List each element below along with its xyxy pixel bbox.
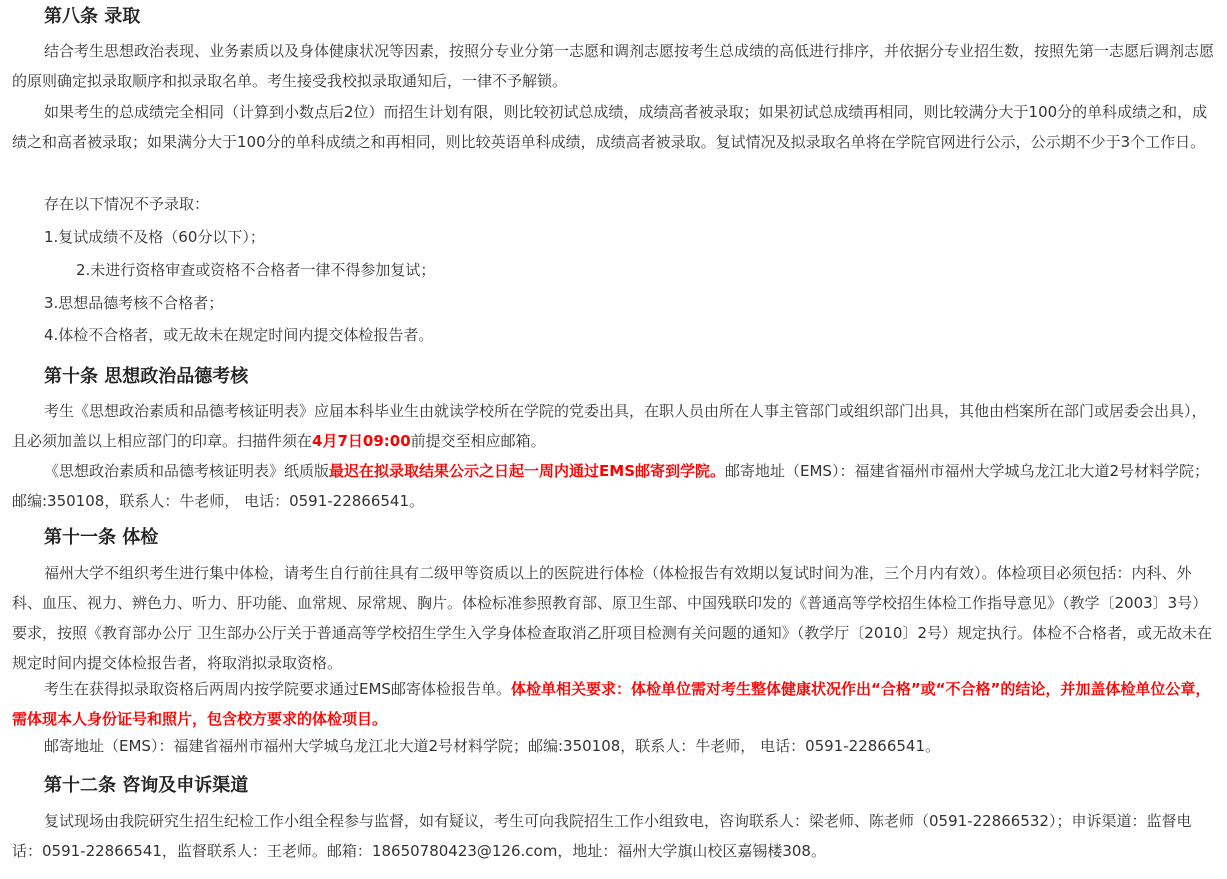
article-8-exclusion-item-2: 2.未进行资格审查或资格不合格者一律不得参加复试； bbox=[76, 261, 436, 279]
article-10-paragraph-2 bbox=[12, 456, 1216, 516]
article-8-paragraph-2: 如果考生的总成绩完全相同（计算到小数点后2位）而招生计划有限，则比较初试总成绩，成绩高者被录取；如果初试总成绩再相同，则比较满分大于100分的单科成绩之和，成绩之和高者被录取；如果满分大于100分的单科成绩之和再相同，则比较英语单科成绩，成绩高者被录取。复试情况及拟录取名单将在学院官网进行公示，公示期不少于3个工作日。 bbox=[12, 103, 1208, 151]
article-10-p1-text-b: 前提交至相应邮箱。 bbox=[410, 432, 546, 450]
article-10-heading: 第十条 思想政治品德考核 bbox=[44, 366, 249, 387]
article-10-paragraph-1 bbox=[12, 396, 1216, 456]
article-8-exclusion-intro: 存在以下情况不予录取： bbox=[44, 195, 210, 213]
article-8-paragraph-1: 结合考生思想政治表现、业务素质以及身体健康状况等因素，按照分专业分第一志愿和调剂志愿按考生总成绩的高低进行排序，并依据分专业招生数，按照先第一志愿后调剂志愿的原则确定拟录取顺序和拟录取名单。考生接受我校拟录取通知后，一律不予解锁。 bbox=[12, 42, 1215, 90]
article-11-mail-address: 邮寄地址（EMS）：福建省福州市福州大学城乌龙江北大道2号材料学院；邮编:350108，联系人：牛老师， 电话：0591-22866541。 bbox=[44, 737, 941, 755]
article-8-exclusion-item-1: 1.复试成绩不及格（60分以下）； bbox=[44, 228, 265, 246]
article-10-p2-text-a: 《思想政治素质和品德考核证明表》纸质版 bbox=[44, 462, 330, 480]
article-10-p2-text-b: 邮寄地址（EMS）：福建省福州市福州大学城乌龙江北大道2号材料学院；邮编:350108，联系人：牛老师， 电话：0591-22866541。 bbox=[12, 462, 1209, 510]
article-11-report-requirement: 体检单相关要求：体检单位需对考生整体健康状况作出“合格”或“不合格”的结论，并加盖体检单位公章，需体现本人身份证号和照片，包含校方要求的体检项目。 bbox=[12, 680, 1211, 728]
article-8-heading: 第八条 录取 bbox=[44, 6, 141, 27]
article-12-paragraph-1: 复试现场由我院研究生招生纪检工作小组全程参与监督，如有疑议，考生可向我院招生工作小组致电，咨询联系人：梁老师、陈老师（0591-22866532）；申诉渠道：监督电话：0591-22866541，监督联系人：王老师。邮箱：18650780423@126.com，地址：福州大学旗山校区嘉锡楼308。 bbox=[12, 812, 1192, 860]
article-11-paragraph-2 bbox=[12, 674, 1216, 734]
article-8-exclusion-item-3: 3.思想品德考核不合格者； bbox=[44, 294, 224, 312]
article-11-paragraph-1: 福州大学不组织考生进行集中体检，请考生自行前往具有二级甲等资质以上的医院进行体检（体检报告有效期以复试时间为准，三个月内有效）。体检项目必须包括：内科、外科、血压、视力、辨色力、听力、肝功能、血常规、尿常规、胸片。体检标准参照教育部、原卫生部、中国残联印发的《普通高等学校招生体检工作指导意见》（教学〔2003〕3号）要求，按照《教育部办公厅 卫生部办公厅关于普通高等学校招生学生入学身体检查取消乙肝项目检测有关问题的通知》（教学厅〔2010〕2号）规定执行。体检不合格者，或无故未在规定时间内提交体检报告者，将取消拟录取资格。 bbox=[12, 564, 1212, 672]
article-11-p2-text: 考生在获得拟录取资格后两周内按学院要求通过EMS邮寄体检报告单。 bbox=[44, 680, 511, 698]
article-11-heading: 第十一条 体检 bbox=[44, 527, 159, 548]
article-10-deadline: 4月7日09:00 bbox=[312, 432, 411, 450]
article-10-mail-requirement: 最迟在拟录取结果公示之日起一周内通过EMS邮寄到学院。 bbox=[329, 462, 725, 480]
article-8-exclusion-item-4: 4.体检不合格者，或无故未在规定时间内提交体检报告者。 bbox=[44, 326, 434, 344]
article-10-p1-text-a: 考生《思想政治素质和品德考核证明表》应届本科毕业生由就读学校所在学院的党委出具，在职人员由所在人事主管部门或组织部门出具，其他由档案所在部门或居委会出具），且必须加盖以上相应部门的印章。扫描件须在 bbox=[12, 402, 1207, 450]
article-12-heading: 第十二条 咨询及申诉渠道 bbox=[44, 775, 249, 796]
